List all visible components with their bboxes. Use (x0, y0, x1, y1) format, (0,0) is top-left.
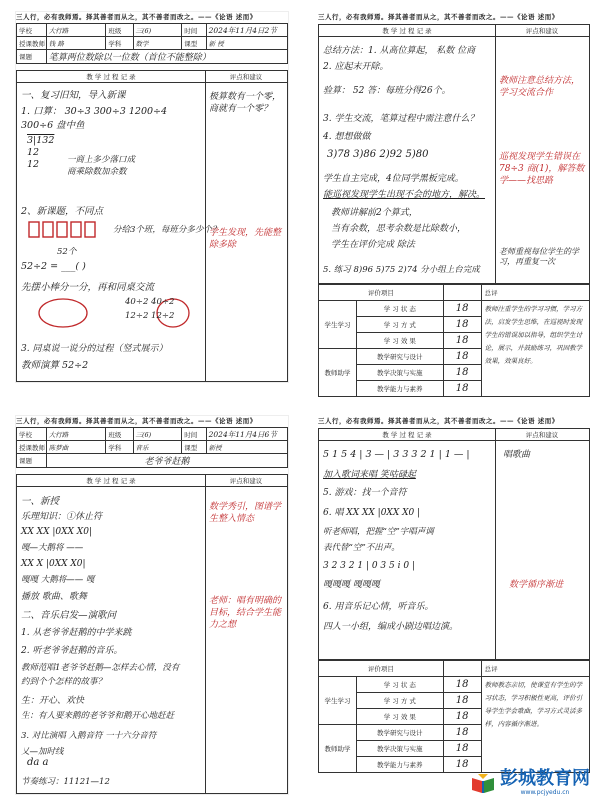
record-line: 5 1 5 4 | 3 — | 3 3 3 2 1 | 1 — | (323, 449, 470, 460)
record-line: 5. 游戏：找一个音符 (323, 488, 407, 498)
eval-item-label: 教学决策与实施 (356, 365, 443, 381)
observation-sheet-4 (318, 416, 590, 794)
record-line: 能巡视发现学生出现不会的地方，解决。 (323, 190, 486, 200)
eval-item-label: 学 习 效 果 (356, 333, 443, 349)
eval-group-label: 教师助学 (319, 349, 357, 397)
type-label: 课型 (182, 441, 206, 454)
record-line: 40÷2 40÷2 (125, 297, 175, 307)
record-title: 教 学 过 程 记 录 (17, 475, 205, 487)
eval-header-summary: 总评 (481, 661, 589, 677)
record-area (16, 474, 288, 794)
school-label: 学校 (17, 428, 47, 441)
record-line: 学生自主完成，4位同学黑板完成。 (323, 174, 464, 184)
record-line: 教师讲解前2个算式， (331, 208, 418, 218)
record-line: 12÷2 12÷2 (125, 311, 175, 321)
teacher-value: 陈梦曲 (46, 441, 106, 454)
topic-value: 老爷爷赶鹅 (46, 454, 287, 468)
subject-label: 学科 (106, 441, 133, 454)
comment-note: 极算数有一个零，商就有一个零？ (209, 92, 282, 114)
record-line: 4. 想想做做 (323, 132, 371, 142)
eval-summary: 教师教态亲切，使课堂有学生的学习状态，学习积极性更高，评价引导学生学会歌曲，学习方式灵活多样，内容循序渐进。 (481, 677, 589, 773)
eval-item-label: 学 习 方 式 (356, 317, 443, 333)
record-line: 6. 唱 XX XX |0XX X0 | (323, 508, 421, 518)
record-title: 教 学 过 程 记 录 (319, 429, 495, 441)
eval-header-item: 评价项目 (319, 661, 444, 677)
record-line: 表代替“空”不出声。 (323, 543, 400, 553)
eval-item-label: 学 习 效 果 (356, 709, 443, 725)
record-title: 教 学 过 程 记 录 (319, 25, 495, 37)
subject-value: 音乐 (133, 441, 182, 454)
eval-header-score (443, 285, 481, 301)
eval-score: 18 (443, 301, 481, 317)
comment-note: 巡视发现学生错误在 78÷3 商(1)，解答数学——找思路 (499, 152, 585, 186)
record-line: 生：开心、欢快 (21, 696, 85, 706)
record-line: 1. 口算： 30÷3 300÷3 1200÷4 (21, 106, 168, 117)
book-logo-icon (470, 772, 496, 794)
eval-header-item: 评价项目 (319, 285, 444, 301)
record-line: 分给3个班，每班分多少个？ (113, 225, 221, 235)
record-line: 2、新课题，不同点 (21, 206, 104, 217)
eval-header-score (443, 661, 481, 677)
record-line: XX XX |0XX X0| (21, 527, 92, 537)
eval-group-label: 学生学习 (319, 677, 357, 725)
watermark-url: www.pcjyedu.cn (520, 789, 570, 796)
time-label: 时间 (182, 24, 206, 37)
motto: 三人行，必有我师焉。择其善者而从之，其不善者而改之。——《论语 述而》 (318, 13, 559, 21)
eval-score: 18 (443, 333, 481, 349)
record-line: 验算： 52 答：每班分得26个。 (323, 86, 451, 96)
motto: 三人行，必有我师焉。择其善者而从之，其不善者而改之。——《论语 述而》 (318, 417, 559, 425)
type-value: 新 授 (206, 37, 287, 50)
comment-note: 数学循序渐进 (509, 580, 564, 590)
class-value: 三(6) (133, 428, 182, 441)
record-line: 乐理知识：①休止符 (21, 512, 103, 522)
record-line: 嘎嘎嘎 嘎嘎嘎 (323, 580, 380, 590)
record-line: 5. 练习 8)96 5)75 2)74 分小组上台完成 (323, 265, 480, 275)
eval-group-label: 教师助学 (319, 725, 357, 773)
motto: 三人行，必有我师焉。择其善者而从之，其不善者而改之。——《论语 述而》 (16, 13, 257, 21)
class-value: 三(6) (133, 24, 182, 37)
record-line: 嘎嘎 大鹅将—— 嘎 (21, 575, 95, 585)
comment-title: 评点和建议 (495, 25, 589, 37)
comment-note: 学生发现，先能整除多除 (209, 228, 282, 250)
record-line: 播放 歌曲、歌舞 (21, 592, 87, 602)
record-line: 3|132 (27, 135, 55, 146)
eval-item-label: 学 习 状 态 (356, 301, 443, 317)
site-watermark (470, 769, 590, 796)
eval-score: 18 (443, 757, 481, 773)
record-line: 嘎—大鹅将 —— (21, 543, 84, 553)
eval-item-label: 教学研究与设计 (356, 725, 443, 741)
record-line: 二、音乐启发—演歌问 (21, 610, 117, 621)
type-value: 新授 (206, 441, 287, 454)
evaluation-table (318, 284, 590, 397)
observation-sheet-1 (16, 12, 288, 382)
eval-score: 18 (443, 741, 481, 757)
motto: 三人行，必有我师焉。择其善者而从之，其不善者而改之。——《论语 述而》 (16, 417, 257, 425)
eval-score: 18 (443, 677, 481, 693)
record-line: 四人一小组，编成小剧边唱边演。 (323, 622, 459, 632)
record-line: 商乘除数加余数 (67, 167, 127, 177)
subject-label: 学科 (106, 37, 133, 50)
record-line: 一、新授 (21, 496, 60, 507)
time-value: 2024年11月4日2节 (206, 24, 287, 37)
record-line: da a (27, 757, 49, 768)
record-line: 6. 用音乐记心情，听音乐。 (323, 602, 434, 612)
school-label: 学校 (17, 24, 47, 37)
record-line: XX X |0XX X0| (21, 559, 86, 569)
watermark-site-name: 彭城教育网 (500, 768, 590, 789)
time-label: 时间 (182, 428, 206, 441)
school-value: 大行路 (46, 24, 106, 37)
record-line: 教师范唱1老爷爷赶鹅—怎样去心情，没有 (21, 663, 180, 673)
record-area (16, 70, 288, 382)
eval-group-label: 学生学习 (319, 301, 357, 349)
comment-note: 老师：唱有明确的目标，结合学生能力之想 (209, 596, 282, 630)
topic-value: 笔算两位数除以一位数（首位不能整除） (46, 50, 287, 64)
record-line: 节奏练习：11121—12 (21, 777, 110, 787)
subject-value: 数学 (133, 37, 182, 50)
record-line: 总结方法：1. 从高位算起， 私数 位商 (323, 46, 476, 56)
lesson-header (16, 23, 288, 64)
record-line: 听老师唱，把握“空”字唱声调 (323, 527, 434, 537)
eval-item-label: 教学能力与素养 (356, 757, 443, 773)
eval-score: 18 (443, 317, 481, 333)
teacher-label: 授课教师 (17, 37, 47, 50)
time-value: 2024年11月4日6节 (206, 428, 287, 441)
record-area (318, 428, 590, 660)
record-line: 3 2 3 2 1 | 0 3 5 i 0 | (323, 561, 415, 571)
comment-note: 唱歌曲 (503, 450, 531, 460)
topic-label: 课题 (17, 50, 47, 64)
eval-score: 18 (443, 365, 481, 381)
record-line: 一商上多少落口成 (67, 155, 136, 165)
teacher-label: 授课教师 (17, 441, 47, 454)
eval-score: 18 (443, 381, 481, 397)
record-line: 52个 (57, 247, 77, 257)
record-line: 乂—加时线 (21, 747, 64, 757)
evaluation-table (318, 660, 590, 773)
record-area (318, 24, 590, 284)
record-line: 学生在评价完成 除法 (331, 240, 415, 250)
comment-title: 评点和建议 (205, 475, 287, 487)
comment-title: 评点和建议 (495, 429, 589, 441)
eval-score: 18 (443, 725, 481, 741)
counter-blocks-icon (27, 219, 117, 241)
comment-note: 老师重视每位学生的学习，再重复一次 (499, 247, 579, 266)
eval-item-label: 学 习 状 态 (356, 677, 443, 693)
observation-sheet-3 (16, 416, 288, 794)
record-line: 300÷6 盘中鱼 (21, 120, 85, 131)
record-line: 先摆小棒分一分，再和同桌交流 (21, 282, 155, 293)
class-label: 班级 (106, 428, 133, 441)
watermark-text-block (500, 769, 590, 796)
lesson-header (16, 427, 288, 468)
record-line: 3)78 3)86 2)92 5)80 (327, 149, 429, 160)
eval-item-label: 教学研究与设计 (356, 349, 443, 365)
record-line: 2. 听老爷爷赶鹅的音乐。 (21, 646, 123, 656)
record-line: 12 (27, 159, 40, 170)
comment-note: 教师注意总结方法，学习交流合作 (499, 76, 581, 98)
comment-title: 评点和建议 (205, 71, 287, 83)
record-line: 加入歌词来唱 笑咕碌起 (323, 470, 416, 480)
eval-item-label: 教学能力与素养 (356, 381, 443, 397)
type-label: 课型 (182, 37, 206, 50)
record-title: 教 学 过 程 记 录 (17, 71, 205, 83)
record-line: 一、复习旧知，导入新课 (21, 90, 126, 101)
observation-sheet-2 (318, 12, 590, 394)
eval-score: 18 (443, 349, 481, 365)
eval-score: 18 (443, 709, 481, 725)
record-line: 3. 学生交流，笔算过程中需注意什么？ (323, 114, 479, 124)
record-line: 生：有人要来鹅的老爷爷和鹅开心地赶赶 (21, 711, 175, 721)
comment-note: 数学秀引，图谱学生整入情态 (209, 502, 282, 524)
eval-item-label: 教学决策与实施 (356, 741, 443, 757)
record-line: 约到个个怎样的故事？ (21, 677, 107, 687)
eval-header-summary: 总评 (481, 285, 589, 301)
topic-label: 课题 (17, 454, 47, 468)
record-line: 2. 应起末开除。 (323, 62, 389, 72)
eval-item-label: 学 习 方 式 (356, 693, 443, 709)
record-line: 1. 从老爷爷赶鹅的中学来跳 (21, 628, 132, 638)
class-label: 班级 (106, 24, 133, 37)
teacher-value: 钱 路 (46, 37, 106, 50)
record-line: 3. 同桌说一说分的过程（竖式展示） (21, 344, 168, 354)
record-line: 3. 对比演唱 入鹅音符 一十六分音符 (21, 731, 157, 741)
record-line: 当有余数，思考余数是比除数小， (331, 224, 467, 234)
eval-summary: 教师注重学生的学习习惯，学习方法，启发学生思维，在巡视时发现学生的错误加以指导，组织学生讨论，展示，并鼓励练习，巩固教学效果，效果良好。 (481, 301, 589, 397)
school-value: 大行路 (46, 428, 106, 441)
eval-score: 18 (443, 693, 481, 709)
record-line: 52÷2 = ___( ) (21, 261, 86, 272)
record-line: 12 (27, 147, 40, 158)
record-line: 教师演算 52÷2 (21, 360, 89, 371)
